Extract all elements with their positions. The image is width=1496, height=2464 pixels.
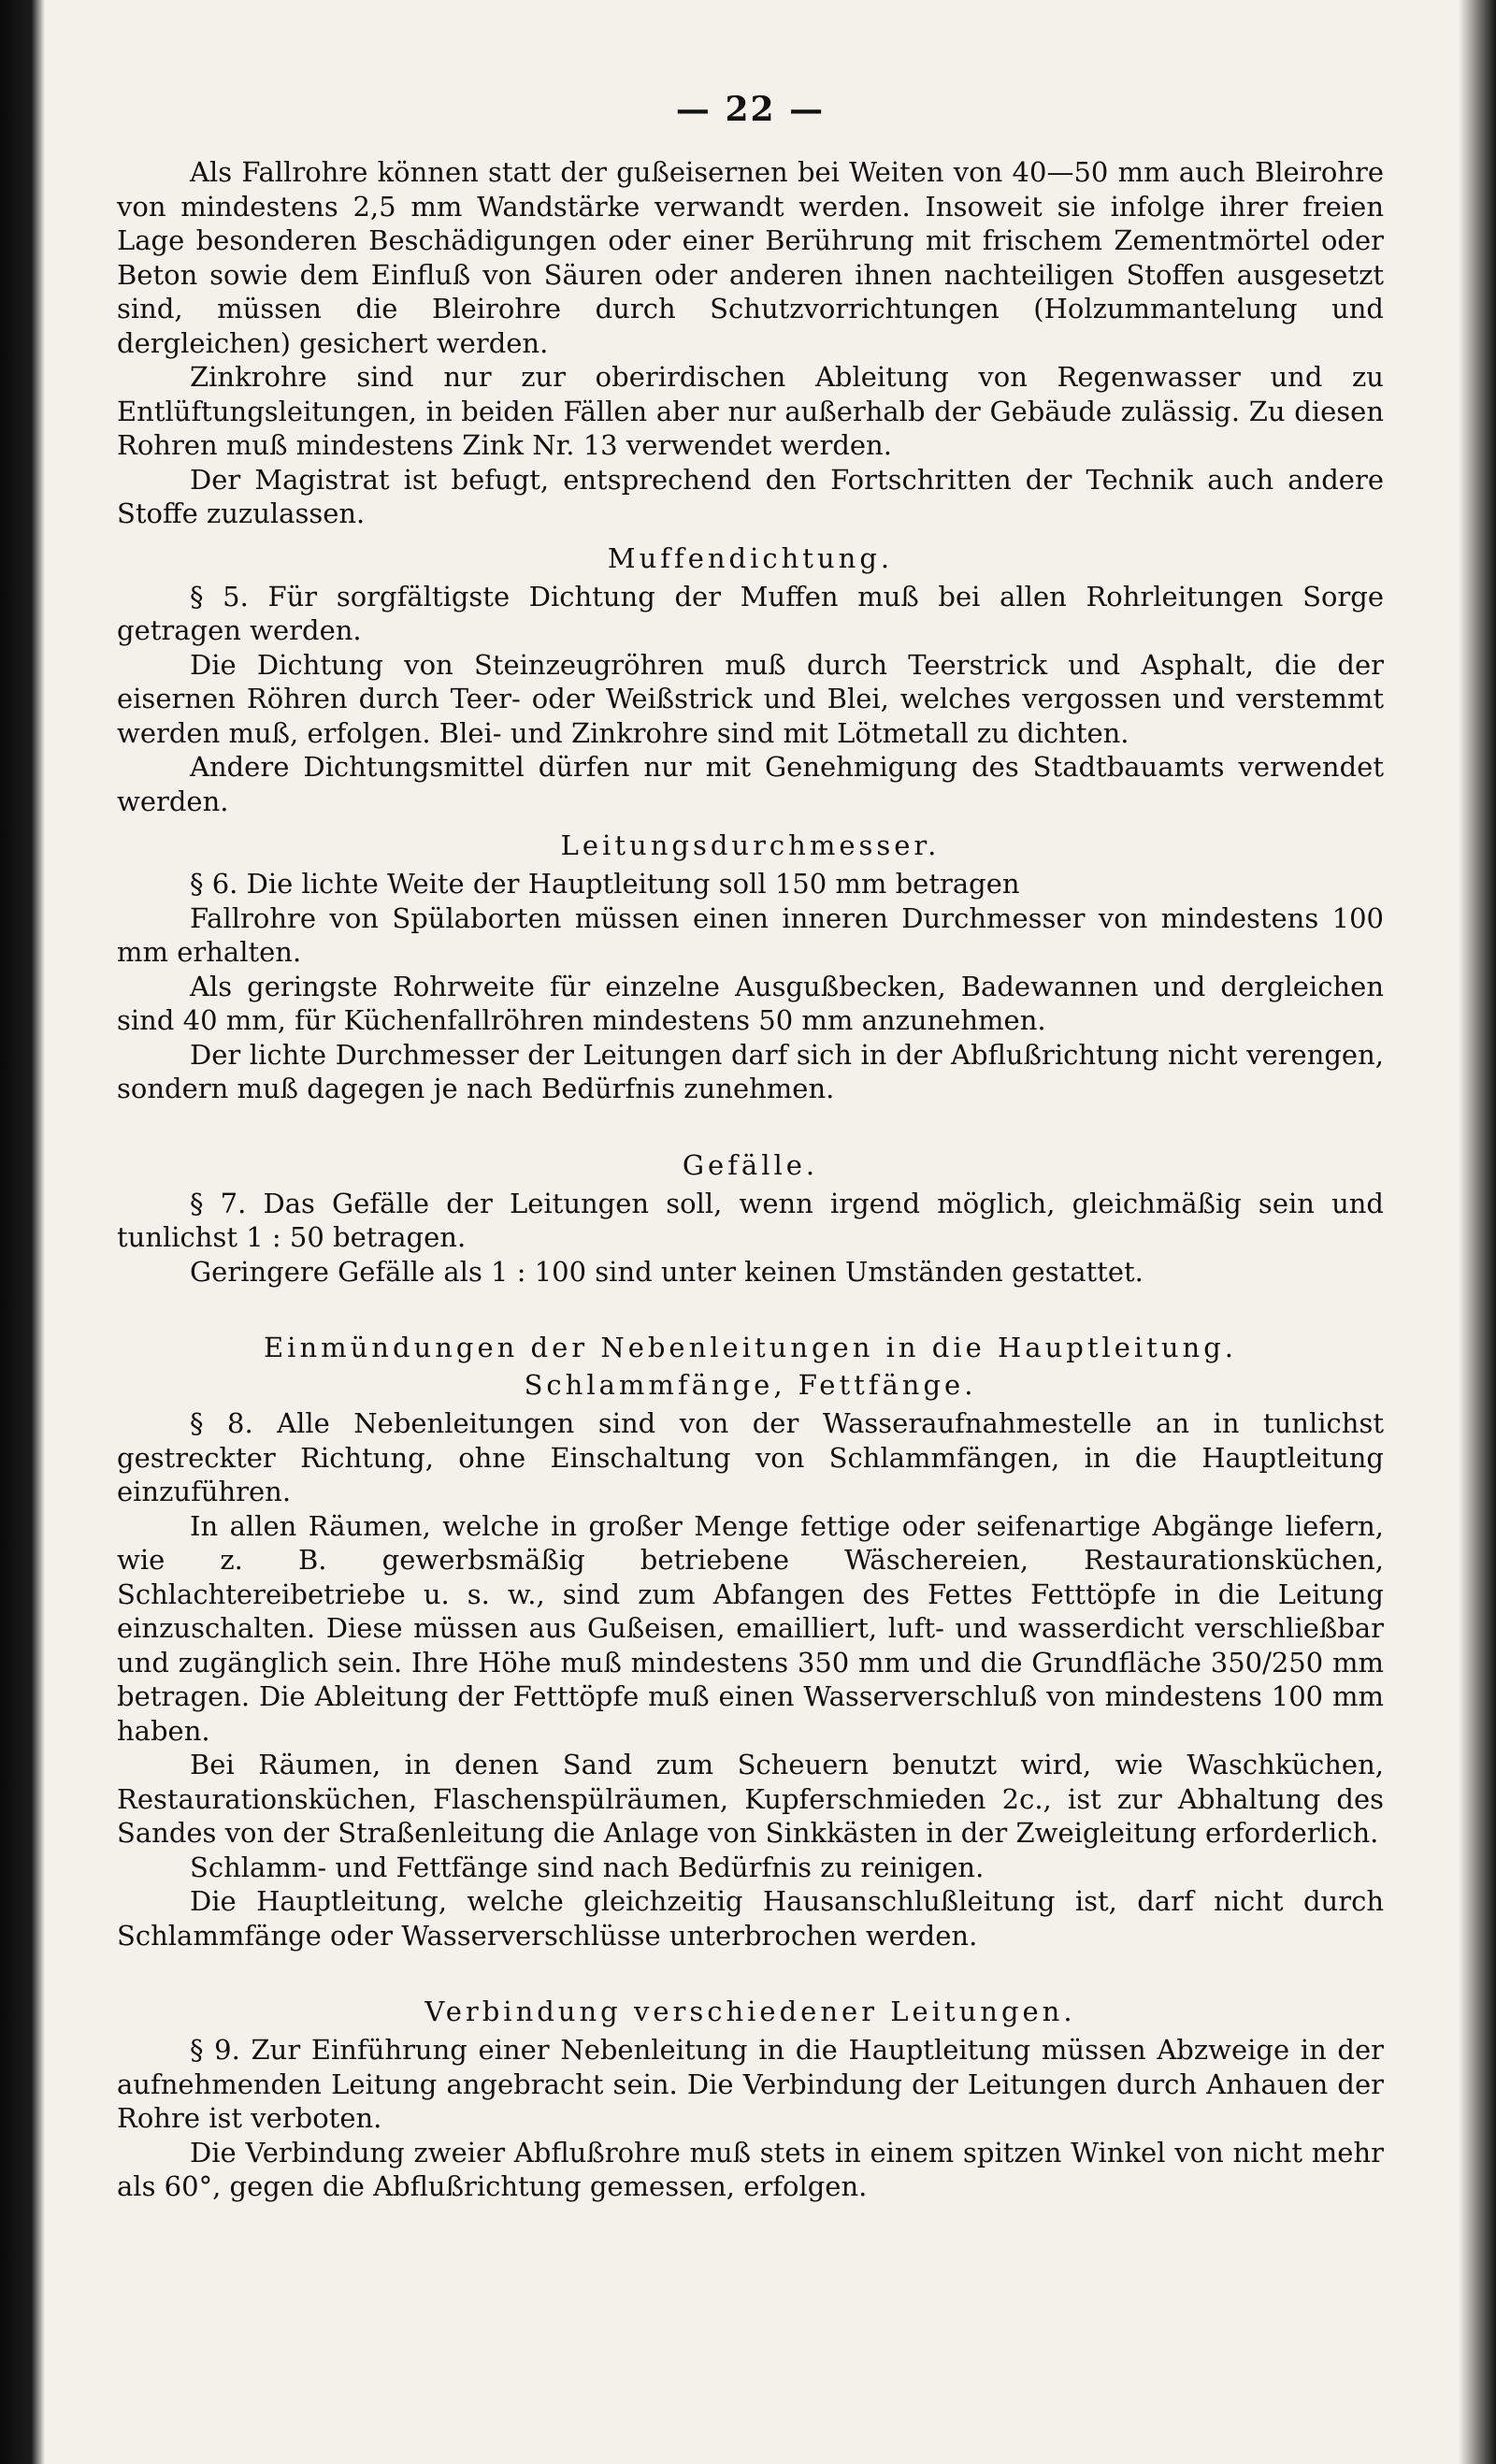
paragraph: § 8. Alle Nebenleitungen sind von der Wasseraufnahmestelle an in tunlichst gestreckter Richtung, ohne Einschaltung von Schlammfängen, in die Hauptleitung einzuführen. [117,1407,1384,1507]
paragraph: Die Dichtung von Steinzeugröhren muß durch Teerstrick und Asphalt, die der eisernen Röhren durch Teer- oder Weißstrick und Blei, welches vergossen und verstemmt werden muß, erfolgen. Blei- und Zinkrohre sind mit Lötmetall zu dichten. [117,648,1384,749]
document-body [117,155,1384,2204]
section-gap [117,1106,1384,1138]
paragraph: Zinkrohre sind nur zur oberirdischen Ableitung von Regenwasser und zu Entlüftungsleitungen, in beiden Fällen aber nur außerhalb der Gebäude zulässig. Zu diesen Rohren muß mindestens Zink Nr. 13 verwendet werden. [117,361,1384,461]
section-subheading: Schlammfänge, Fettfänge. [524,1369,977,1401]
paragraph: § 7. Das Gefälle der Leitungen soll, wenn irgend möglich, gleichmäßig sein und tunlichst 1 : 50 betragen. [117,1187,1384,1253]
paragraph: § 6. Die lichte Weite der Hauptleitung soll 150 mm betragen [190,868,1020,900]
paragraph: Der Magistrat ist befugt, entsprechend den Fortschritten der Technik auch andere Stoffe zuzulassen. [117,463,1384,529]
paragraph: Bei Räumen, in denen Sand zum Scheuern benutzt wird, wie Waschküchen, Restaurationsküchen, Flaschenspülräumen, Kupferschmieden 2c., ist zur Abhaltung des Sandes von der Straßenleitung die Anlage von Sinkkästen in der Zweigleitung erforderlich. [117,1749,1384,1849]
page-number: — 22 — [675,90,826,129]
paragraph: Fallrohre von Spülaborten müssen einen inneren Durchmesser von mindestens 100 mm erhalten. [117,901,1384,968]
section-gap [117,1952,1384,1984]
paragraph: Schlamm- und Fettfänge sind nach Bedürfnis zu reinigen. [190,1851,985,1883]
paragraph: Der lichte Durchmesser der Leitungen darf sich in der Abflußrichtung nicht verengen, sondern muß dagegen je nach Bedürfnis zunehmen. [117,1038,1384,1104]
section-heading: Leitungsdurchmesser. [560,829,941,861]
paragraph: Die Hauptleitung, welche gleichzeitig Hausanschlußleitung ist, darf nicht durch Schlammfänge oder Wasserverschlüsse unterbrochen werden. [117,1885,1384,1952]
paragraph: In allen Räumen, welche in großer Menge fettige oder seifenartige Abgänge liefern, wie z. B. gewerbsmäßig betriebene Wäschereien, Restaurationsküchen, Schlachtereibetriebe u. s. w., sind zum Abfangen des Fettes Fetttöpfe in die Leitung einzuschalten. Diese müssen aus Gußeisen, emailliert, luft- und wasserdicht verschließbar und zugänglich sein. Ihre Höhe muß mindestens 350 mm und die Grundfläche 350/250 mm betragen. Die Ableitung der Fetttöpfe muß einen Wasserverschluß von mindestens 100 mm haben. [117,1509,1384,1747]
paragraph: Als geringste Rohrweite für einzelne Ausgußbecken, Badewannen und dergleichen sind 40 mm, für Küchenfallröhren mindestens 50 mm anzunehmen. [117,970,1384,1036]
section-gap [117,1289,1384,1320]
paragraph: § 9. Zur Einführung einer Nebenleitung in die Hauptleitung müssen Abzweige in der aufnehmenden Leitung angebracht sein. Die Verbindung der Leitungen durch Anhauen der Rohre ist verboten. [117,2034,1384,2134]
section-heading: Gefälle. [682,1148,819,1181]
paragraph: Die Verbindung zweier Abflußrohre muß stets in einem spitzen Winkel von nicht mehr als 60°, gegen die Abflußrichtung gemessen, erfolgen. [117,2136,1384,2202]
section-heading: Verbindung verschiedener Leitungen. [424,1996,1076,2027]
paragraph: Andere Dichtungsmittel dürfen nur mit Genehmigung des Stadtbauamts verwendet werden. [117,751,1384,817]
paragraph: Geringere Gefälle als 1 : 100 sind unter keinen Umständen gestattet. [190,1255,1144,1288]
section-heading: Einmündungen der Nebenleitungen in die Hauptleitung. [264,1332,1237,1363]
paragraph: Als Fallrohre können statt der gußeisernen bei Weiten von 40—50 mm auch Bleirohre von mindestens 2,5 mm Wandstärke verwandt werden. Insoweit sie infolge ihrer freien Lage besonderen Beschädigungen oder einer Berührung mit frischem Zementmörtel oder Beton sowie dem Einfluß von Säuren oder anderen ihnen nachteiligen Stoffen ausgesetzt sind, müssen die Bleirohre durch Schutzvorrichtungen (Holzummantelung und dergleichen) gesichert werden. [117,156,1384,359]
paragraph: § 5. Für sorgfältigste Dichtung der Muffen muß bei allen Rohrleitungen Sorge getragen werden. [117,580,1384,646]
section-heading: Muffendichtung. [607,541,894,574]
